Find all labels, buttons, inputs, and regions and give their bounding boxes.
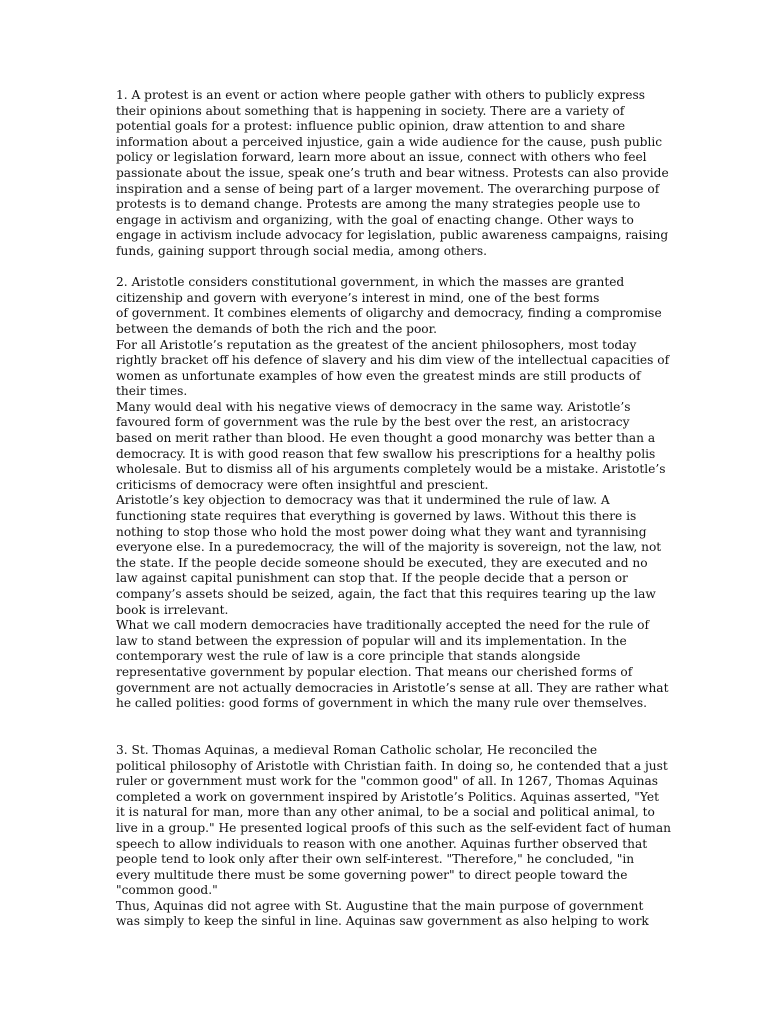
paragraph-aristotle — [116, 275, 670, 712]
paragraph-gap — [116, 260, 656, 276]
text-line: wholesale. But to dismiss all of his arguments completely would be a mistake. Aristotle’s — [116, 462, 666, 477]
text-line: representative government by popular election. That means our cherished forms of — [116, 664, 633, 679]
text-line: passionate about the issue, speak one’s truth and bear witness. Protests can also provide — [116, 165, 669, 180]
text-line: Many would deal with his negative views of democracy in the same way. Aristotle’s — [116, 399, 631, 414]
text-line: the state. If the people decide someone should be executed, they are executed and no — [116, 555, 648, 570]
text-line: company’s assets should be seized, again, the fact that this requires tearing up the law — [116, 587, 656, 601]
text-line: For all Aristotle’s reputation as the greatest of the ancient philosophers, most today — [116, 337, 637, 352]
text-line: funds, gaining support through social media, among others. — [116, 243, 487, 258]
text-line: 2. Aristotle considers constitutional government, in which the masses are granted — [116, 275, 625, 290]
text-line: between the demands of both the rich and the poor. — [116, 321, 437, 336]
text-line: nothing to stop those who hold the most power doing what they want and tyrannising — [116, 524, 647, 539]
text-line: What we call modern democracies have traditionally accepted the need for the rule of — [116, 618, 650, 633]
text-line: inspiration and a sense of being part of a larger movement. The overarching purpose of — [116, 181, 660, 196]
text-line: completed a work on government inspired by Aristotle’s Politics. Aquinas asserted, "Yet — [116, 789, 660, 804]
text-line: ruler or government must work for the "common good" of all. In 1267, Thomas Aquinas — [116, 774, 659, 789]
text-line: "common good." — [116, 883, 218, 898]
text-line: Aristotle’s key objection to democracy was that it undermined the rule of law. A — [116, 493, 610, 508]
text-line: speech to allow individuals to reason with one another. Aquinas further observed that — [116, 836, 648, 851]
text-line: book is irrelevant. — [116, 602, 229, 617]
text-line: based on merit rather than blood. He even thought a good monarchy was better than a — [116, 431, 656, 446]
text-line: political philosophy of Aristotle with Christian faith. In doing so, he contended that a just — [116, 758, 668, 773]
text-line: everyone else. In a puredemocracy, the will of the majority is sovereign, not the law, not — [116, 540, 662, 555]
text-line: citizenship and govern with everyone’s interest in mind, one of the best forms — [116, 290, 600, 305]
text-line: 1. A protest is an event or action where people gather with others to publicly express — [116, 88, 645, 102]
document-body — [116, 88, 671, 930]
text-line: policy or legislation forward, learn more about an issue, connect with others who feel — [116, 150, 647, 165]
text-line: functioning state requires that everything is governed by laws. Without this there is — [116, 509, 637, 524]
text-line: favoured form of government was the rule by the best over the rest, an aristocracy — [116, 415, 630, 430]
text-line: government are not actually democracies in Aristotle’s sense at all. They are rather what — [116, 680, 669, 695]
text-line: criticisms of democracy were often insightful and prescient. — [116, 477, 489, 492]
text-line: law to stand between the expression of popular will and its implementation. In the — [116, 633, 627, 648]
text-line: rightly bracket off his defence of slavery and his dim view of the intellectual capacities of — [116, 353, 670, 368]
text-line: engage in activism include advocacy for legislation, public awareness campaigns, raising — [116, 228, 669, 243]
text-line: live in a group." He presented logical proofs of this such as the self-evident fact of human — [116, 820, 671, 835]
text-line: engage in activism and organizing, with the goal of enacting change. Other ways to — [116, 212, 634, 227]
text-line: potential goals for a protest: influence public opinion, draw attention to and share — [116, 119, 626, 134]
text-line: information about a perceived injustice, gain a wide audience for the cause, push public — [116, 134, 663, 149]
text-line: every multitude there must be some governing power" to direct people toward the — [116, 867, 628, 882]
text-line: women as unfortunate examples of how even the greatest minds are still products of — [116, 368, 641, 383]
text-line: 3. St. Thomas Aquinas, a medieval Roman Catholic scholar, He reconciled the — [116, 742, 598, 757]
paragraph-aquinas — [116, 742, 671, 930]
text-line: people tend to look only after their own self-interest. "Therefore," he concluded, "in — [116, 852, 635, 867]
text-line: protests is to demand change. Protests are among the many strategies people use to — [116, 197, 641, 212]
text-line: it is natural for man, more than any other animal, to be a social and political animal, to — [116, 805, 655, 820]
paragraph-protest — [116, 88, 669, 260]
text-line: democracy. It is with good reason that few swallow his prescriptions for a healthy polis — [116, 446, 656, 461]
text-line: law against capital punishment can stop that. If the people decide that a person or — [116, 571, 628, 586]
text-line: was simply to keep the sinful in line. Aquinas saw government as also helping to work — [116, 914, 649, 929]
paragraph-gap — [116, 712, 656, 743]
text-line: of government. It combines elements of oligarchy and democracy, finding a compromise — [116, 306, 662, 321]
text-line: contemporary west the rule of law is a core principle that stands alongside — [116, 649, 581, 664]
text-line: he called polities: good forms of government in which the many rule over themselves. — [116, 696, 647, 711]
text-line: Thus, Aquinas did not agree with St. Augustine that the main purpose of government — [116, 898, 644, 913]
text-line: their opinions about something that is happening in society. There are a variety of — [116, 103, 625, 118]
text-line: their times. — [116, 384, 188, 399]
